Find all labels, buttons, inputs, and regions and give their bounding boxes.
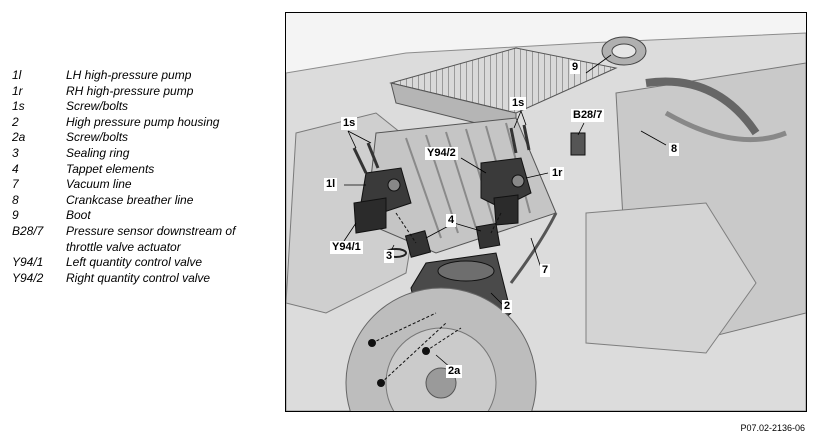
legend-code: 3: [12, 145, 19, 160]
legend-desc: Vacuum line: [66, 177, 132, 192]
legend-row: [12, 271, 282, 287]
callout-3: 3: [386, 250, 393, 262]
legend-desc: Screw/bolts: [66, 130, 129, 145]
callout-1s-right: 1s: [512, 97, 525, 109]
legend-code: 8: [12, 192, 19, 207]
legend-row: [12, 68, 282, 84]
legend-desc: Right quantity control valve: [66, 270, 211, 285]
legend-code: 1r: [12, 83, 23, 98]
callout-y94-2: Y94/2: [427, 147, 456, 159]
callout-7: 7: [542, 264, 549, 276]
callout-9: 9: [572, 61, 579, 73]
legend-row: [12, 146, 282, 162]
callout-1s-left: 1s: [343, 117, 356, 129]
legend-row: [12, 193, 282, 209]
legend-row: [12, 177, 282, 193]
legend-row: [12, 99, 282, 115]
legend-row: [12, 224, 282, 255]
legend-code: 1s: [12, 99, 25, 114]
callout-4: 4: [448, 214, 455, 226]
legend-desc: Sealing ring: [66, 145, 130, 160]
figure-reference-code: P07.02-2136-06: [740, 423, 805, 433]
parts-legend: [12, 68, 282, 286]
legend-row: [12, 208, 282, 224]
legend-row: [12, 84, 282, 100]
legend-code: 7: [12, 177, 19, 192]
legend-code: 1l: [12, 68, 22, 82]
legend-code: Y94/2: [12, 270, 44, 285]
callout-2: 2: [504, 300, 511, 312]
legend-desc: Screw/bolts: [66, 99, 129, 114]
legend-row: [12, 115, 282, 131]
callout-2a: 2a: [448, 365, 461, 377]
legend-row: [12, 255, 282, 271]
legend-desc: RH high-pressure pump: [66, 83, 194, 98]
legend-desc: Left quantity control valve: [66, 255, 203, 270]
legend-desc: Tappet elements: [66, 161, 155, 176]
legend-code: 9: [12, 208, 19, 223]
engine-drawing: [286, 13, 806, 411]
callout-1r: 1r: [552, 167, 563, 179]
legend-code: 2: [12, 114, 19, 129]
legend-row: [12, 162, 282, 178]
callout-b28-7: B28/7: [573, 109, 603, 121]
engine-illustration: [285, 12, 807, 412]
callout-1l: 1l: [326, 178, 336, 190]
legend-code: 2a: [12, 130, 26, 145]
legend-desc: Boot: [66, 208, 91, 223]
legend-desc: Crankcase breather line: [66, 192, 194, 207]
legend-code: B28/7: [12, 223, 44, 238]
legend-code: Y94/1: [12, 255, 44, 270]
legend-desc: High pressure pump housing: [66, 114, 220, 129]
callout-8: 8: [671, 143, 678, 155]
legend-row: [12, 130, 282, 146]
legend-code: 4: [12, 161, 19, 176]
legend-desc: Pressure sensor downstream of throttle valve actuator: [66, 223, 236, 254]
legend-desc: LH high-pressure pump: [66, 68, 192, 82]
callout-y94-1: Y94/1: [332, 241, 361, 253]
